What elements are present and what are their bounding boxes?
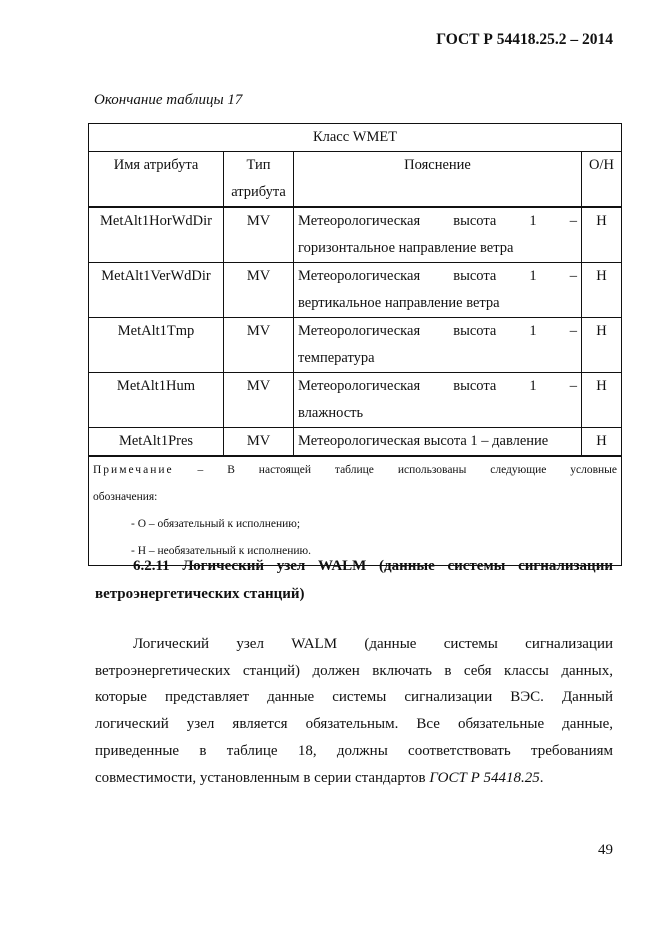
attr-mo: Н (582, 207, 622, 263)
attribute-table (88, 123, 622, 566)
attr-name: MetAlt1Pres (89, 428, 224, 457)
table-header-row (89, 152, 622, 208)
col-header-name: Имя атрибута (89, 152, 224, 208)
attr-type: MV (224, 207, 294, 263)
document-header: ГОСТ Р 54418.25.2 – 2014 (436, 31, 613, 48)
attr-desc: Метеорологическая высота 1 – давление (294, 428, 582, 457)
table-note-row (89, 456, 622, 566)
attr-desc: Метеорологическая высота 1 – влажность (294, 373, 582, 428)
table-row (89, 207, 622, 263)
attr-type: MV (224, 428, 294, 457)
section-paragraph: Логический узел WALM (данные системы сигнализации ветроэнергетических станций) должен включать в себя классы данных, которые представляет данные системы сигнализации ВЭС. Данный логический узел является обязательным. Все обязательные данные, приведенные в таблице 18, должны соответствовать требованиям совместимости, установленным в серии стандартов ГОСТ Р 54418.25. (95, 636, 613, 786)
attr-mo: Н (582, 373, 622, 428)
table-row (89, 428, 622, 457)
col-header-type: Тип атрибута (224, 152, 294, 208)
section-heading: 6.2.11 Логический узел WALM (данные системы сигнализации ветроэнергетических станций) (95, 558, 613, 602)
attr-type: MV (224, 318, 294, 373)
attr-name: MetAlt1HorWdDir (89, 207, 224, 263)
attr-name: MetAlt1VerWdDir (89, 263, 224, 318)
attr-name: MetAlt1Tmp (89, 318, 224, 373)
attr-desc: Метеорологическая высота 1 – вертикальное направление ветра (294, 263, 582, 318)
attr-mo: Н (582, 318, 622, 373)
attr-type: MV (224, 373, 294, 428)
attr-mo: Н (582, 263, 622, 318)
attr-type: MV (224, 263, 294, 318)
note-item: - Н – необязательный к исполнению. (131, 545, 311, 557)
standard-reference: ГОСТ Р 54418.25 (429, 769, 540, 786)
col-header-mo: О/Н (582, 152, 622, 208)
attr-mo: Н (582, 428, 622, 457)
page-number: 49 (598, 842, 613, 858)
table-row (89, 318, 622, 373)
col-header-desc: Пояснение (294, 152, 582, 208)
attr-name: MetAlt1Hum (89, 373, 224, 428)
note-item: - О – обязательный к исполнению; (131, 518, 301, 530)
note-label: Примечание (93, 464, 174, 476)
attr-desc: Метеорологическая высота 1 – горизонтальное направление ветра (294, 207, 582, 263)
table-row (89, 373, 622, 428)
table-caption: Окончание таблицы 17 (94, 92, 243, 108)
table-row (89, 263, 622, 318)
class-title: Класс WMET (89, 124, 622, 152)
note-text: обозначения: (93, 491, 158, 503)
table-note: Примечание – В настоящей таблице использованы следующие условные обозначения: - О – обязательный к исполнению; - Н – необязательный к исполнению. (89, 456, 622, 566)
attr-desc: Метеорологическая высота 1 – температура (294, 318, 582, 373)
